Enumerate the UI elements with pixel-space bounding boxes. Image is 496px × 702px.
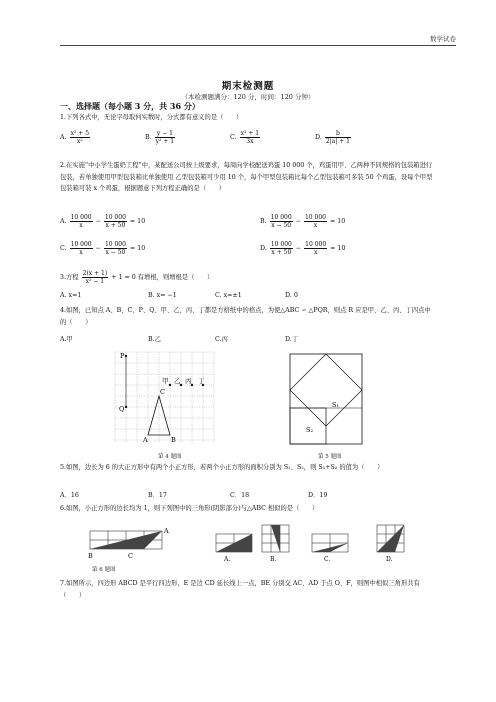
q4-option-c: C.丙 <box>215 336 228 343</box>
q5-option-c: C．18 <box>230 492 250 499</box>
q5-figure-caption: 第 5 题图 <box>318 454 342 460</box>
choice-c-label: C. <box>324 556 331 563</box>
section-heading: 一、选择题（每小题 3 分，共 36 分） <box>60 101 200 111</box>
q4-option-b: B.乙 <box>148 336 161 343</box>
page-title: 期末检测题 <box>221 81 275 92</box>
label-p: P <box>120 352 125 360</box>
q6-stem: 6.如图，小正方形的边长均为 1，则下列图中的三角形(阴影部分)与△ABC 相似的是（ ） <box>60 505 319 512</box>
q5-option-b: B．17 <box>148 492 167 499</box>
fig6-label-b: B <box>88 552 93 560</box>
page-header-label: 数学试卷 <box>430 35 456 43</box>
page-subtitle: （本检测题满分：120 分，时间：120 分钟） <box>181 93 315 101</box>
q6-abc-figure <box>86 523 168 563</box>
choice-a-label: A. <box>224 556 231 563</box>
q5-square-figure <box>286 350 366 450</box>
fig6-label-c: C <box>128 552 133 560</box>
choice-d-label: D. <box>386 556 393 563</box>
q1-option-b: B. $\frac{y - 1}{\text{y² + 1}}$ <box>145 130 175 145</box>
label-bing: 丙 <box>185 377 192 385</box>
header-divider <box>60 45 456 46</box>
choice-d-triangle <box>377 525 404 552</box>
q3-option-a: A. x=1 <box>60 292 82 299</box>
label-ding: 丁 <box>198 377 205 385</box>
q4-option-d: D.丁 <box>285 336 299 343</box>
q5-option-d: D．19 <box>308 492 328 499</box>
q4-figure-caption: 第 4 题图 <box>158 454 182 460</box>
choice-b-label: B. <box>270 556 277 563</box>
label-q: Q <box>119 405 125 413</box>
choice-b-triangle <box>271 525 280 552</box>
label-a: A <box>143 436 148 444</box>
q4-grid-figure <box>110 347 220 447</box>
q3-option-b: B. x= −1 <box>148 292 177 299</box>
label-yi: 乙 <box>174 377 181 385</box>
q2-option-c: C. $\frac{10 000}{x}$ − $\frac{10 000}{x - 50}$ = 10 <box>60 241 146 256</box>
label-c: C <box>160 388 165 396</box>
q5-option-a: A．16 <box>60 492 79 499</box>
q4-option-a: A.甲 <box>60 336 73 343</box>
q2-option-a: A. $\frac{10 000}{x}$ − $\frac{10 000}{x + 50}$ = 10 <box>60 214 146 229</box>
q2-option-b: B. $\frac{10 000}{x - 50}$ − $\frac{10 000}{x}$ = 10 <box>260 214 346 229</box>
fig6-label-a: A <box>164 527 169 535</box>
q3-option-d: D. 0 <box>285 292 298 299</box>
q4-stem: 4.如图，已知点 A、B、C、P、Q、甲、乙、丙、丁都是方格纸中的格点，为使△ABC ∽ △PQR，则点 R 应是甲、乙、丙、丁四点中的（ ） <box>60 307 431 326</box>
q2-stem: 2.在实施“中小学生蛋奶工程”中，某配送公司按上级要求，每周向学校配送鸡蛋 10 000 个，鸡蛋用甲、乙两种不同规格的包装箱进行包装，若单独使用甲型包装箱比单独使用 乙型包装箱可少用 10 个，每个甲型包装箱比每个乙型包装箱可多装 50 个鸡蛋，设每个甲型包装箱可装 x 个鸡蛋，根据题意下列方程正确的是（ ） <box>60 162 433 193</box>
q7-stem: 7.如图所示，四边形 ABCD 是平行四边形，E 是边 CD 延长线上一点，BE 分别交 AC、AD 于点 O、F，则图中相似三角形共有（ ） <box>60 580 420 599</box>
q1-stem: 1.下列各式中，无论字母取何实数时，分式都有意义的是（ ） <box>60 114 243 121</box>
q1-option-a: A. $\frac{\text{x² + 5}}{\text{x²}}$ <box>60 130 90 145</box>
q6-figure-caption: 第 6 题图 <box>92 567 116 573</box>
q1-option-c: C. $\frac{\text{x² + 1}}{3x}$ <box>230 130 260 145</box>
q3-option-c: C. x=±1 <box>215 292 242 299</box>
q5-stem: 5.如图，边长为 6 的大正方形中有两个小正方形，若两个小正方形的面积分别为 S₁、S₂，则 S₁+S₂ 的值为（ ） <box>60 464 384 471</box>
label-s1: S₁ <box>332 401 340 409</box>
q2-option-d: D. $\frac{10 000}{x + 50}$ − $\frac{10 000}{x}$ = 10 <box>260 241 346 256</box>
q1-option-d: D. $\frac{b}{2|a| + 1}$ <box>315 130 350 145</box>
q3-stem: 3.方程 $\frac{2(x + 1)}{\text{x² − 1}}$ + 1 = 0 有增根，则增根是（ ） <box>60 270 214 285</box>
label-jia: 甲 <box>162 377 169 385</box>
q6-choices-figure <box>212 522 442 564</box>
label-s2: S₂ <box>306 426 314 434</box>
label-b: B <box>171 436 176 444</box>
